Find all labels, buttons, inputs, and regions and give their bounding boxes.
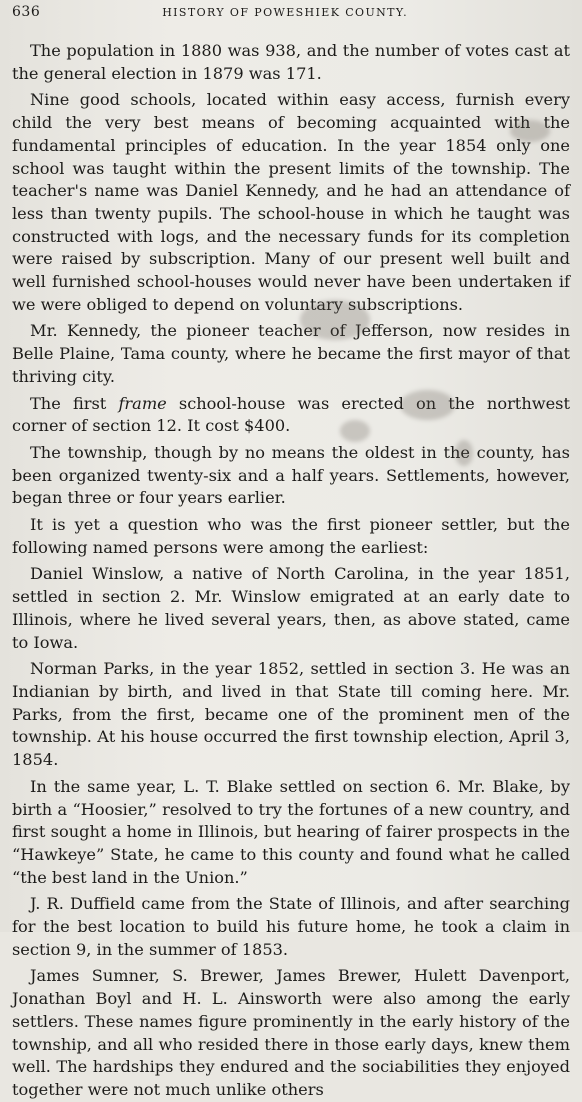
running-title: HISTORY OF POWESHIEK COUNTY.: [162, 6, 409, 19]
frame-text-before: The first: [30, 393, 119, 413]
page-header: [12, 4, 570, 28]
paragraph-winslow: Daniel Winslow, a native of North Carolina, in the year 1851, settled in section 2. Mr. Winslow emigrated at an early date to Illinois, where he lived several years, then, as above stated, came to Iowa.: [12, 564, 570, 652]
body-text: [12, 40, 570, 1102]
paragraph-first-settler: It is yet a question who was the first pioneer settler, but the following named persons were among the earliest:: [12, 515, 570, 557]
paragraph-population: The population in 1880 was 938, and the number of votes cast at the general election in 1879 was 171.: [12, 41, 570, 83]
paragraph-early-settlers: James Sumner, S. Brewer, James Brewer, Hulett Davenport, Jonathan Boyl and H. L. Ainsworth were also among the early settlers. These names figure prominently in the early history of the township, and all who resided there in those early days, knew them well. The hardships they endured and the sociabilities they enjoyed together were not much unlike others: [12, 966, 570, 1099]
paragraph-duffield: J. R. Duffield came from the State of Illinois, and after searching for the best location to build his future home, he took a claim in section 9, in the summer of 1853.: [12, 894, 570, 959]
paragraph-kennedy: Mr. Kennedy, the pioneer teacher of Jefferson, now resides in Belle Plaine, Tama county, where he became the first mayor of that thriving city.: [12, 321, 570, 386]
frame-text-after: school-house was erected on the northwest corner of section 12. It cost $400.: [12, 393, 570, 436]
page-number: 636: [12, 4, 41, 20]
paragraph-schools: Nine good schools, located within easy access, furnish every child the very best means of becoming acquainted with the fundamental principles of education. In the year 1854 only one school was taught within the present limits of the township. The teacher's name was Daniel Kennedy, and he had an attendance of less than twenty pupils. The school-house in which he taught was constructed with logs, and the necessary funds for its completion were raised by subscription. Many of our present well built and well furnished school-houses would never have been undertaken if we were obliged to depend on voluntary subscriptions.: [12, 90, 570, 314]
paragraph-parks: Norman Parks, in the year 1852, settled in section 3. He was an Indianian by birth, and lived in that State till coming here. Mr. Parks, from the first, became one of the prominent men of the township. At his house occurred the first township election, April 3, 1854.: [12, 659, 570, 770]
paragraph-frame-schoolhouse: [12, 393, 570, 438]
frame-text-italic: frame: [118, 393, 167, 413]
paragraph-organization: The township, though by no means the oldest in the county, has been organized twenty-six and a half years. Settlements, however, began three or four years earlier.: [12, 442, 570, 508]
paragraph-blake: In the same year, L. T. Blake settled on section 6. Mr. Blake, by birth a “Hoosier,” resolved to try the fortunes of a new country, and first sought a home in Illinois, but hearing of fairer prospects in the “Hawkeye” State, he came to this county and found what he called “the best land in the Union.”: [12, 776, 570, 887]
